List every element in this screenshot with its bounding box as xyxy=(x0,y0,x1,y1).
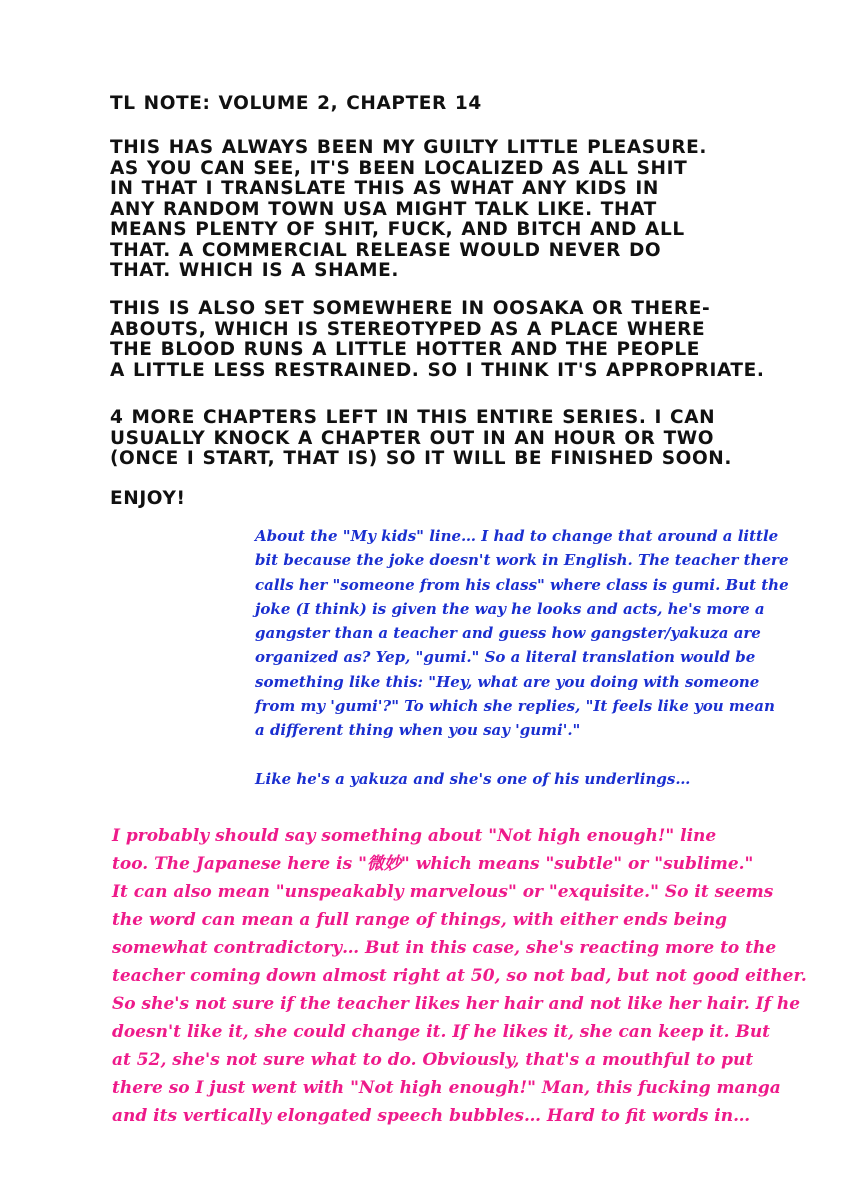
paragraph-line: IN THAT I TRANSLATE THIS AS WHAT ANY KIDS IN xyxy=(110,178,659,199)
pink-note-line: It can also mean "unspeakably marvelous" or "exquisite." So it seems xyxy=(112,882,774,902)
paragraph-line: 4 MORE CHAPTERS LEFT IN THIS ENTIRE SERIES. I CAN xyxy=(110,407,716,428)
paragraph-line: USUALLY KNOCK A CHAPTER OUT IN AN HOUR OR TWO xyxy=(110,427,715,449)
blue-note-line: gangster than a teacher and guess how gangster/yakuza are xyxy=(255,624,761,643)
blue-note-line: from my 'gumi'?" To which she replies, "It feels like you mean xyxy=(255,697,775,716)
pink-note-line: there so I just went with "Not high enough!" Man, this fucking manga xyxy=(112,1078,781,1098)
paragraph-line: THIS HAS ALWAYS BEEN MY GUILTY LITTLE PLEASURE. xyxy=(110,137,708,158)
note-heading xyxy=(110,94,750,115)
blue-note-line: something like this: "Hey, what are you doing with someone xyxy=(255,672,760,691)
pink-note-line: at 52, she's not sure what to do. Obviously, that's a mouthful to put xyxy=(112,1050,754,1070)
note-paragraph-3 xyxy=(110,408,750,470)
paragraph-line: THAT. A COMMERCIAL RELEASE WOULD NEVER DO xyxy=(110,239,662,261)
pink-note-line: too. The Japanese here is "微妙" which means "subtle" or "sublime." xyxy=(112,854,754,874)
pink-handwritten-note xyxy=(112,822,807,1130)
paragraph-line: AS YOU CAN SEE, IT'S BEEN LOCALIZED AS ALL SHIT xyxy=(110,157,688,179)
pink-note-line: somewhat contradictory… But in this case, she's reacting more to the xyxy=(112,938,777,958)
blue-note-line: organized as? Yep, "gumi." So a literal translation would be xyxy=(255,648,756,667)
blue-note-closing: Like he's a yakuza and she's one of his underlings… xyxy=(255,769,691,788)
pink-note-line: I probably should say something about "Not high enough!" line xyxy=(112,826,717,846)
paragraph-line: (ONCE I START, THAT IS) SO IT WILL BE FINISHED SOON. xyxy=(110,448,733,469)
pink-note-line: doesn't like it, she could change it. If he likes it, she can keep it. But xyxy=(112,1022,771,1042)
heading-text: TL NOTE: VOLUME 2, CHAPTER 14 xyxy=(110,93,482,114)
pink-note-line: teacher coming down almost right at 50, so not bad, but not good either. xyxy=(112,966,807,986)
paragraph-line: THE BLOOD RUNS A LITTLE HOTTER AND THE PEOPLE xyxy=(110,339,701,360)
paragraph-line: ABOUTS, WHICH IS STEREOTYPED AS A PLACE WHERE xyxy=(110,318,706,340)
note-enjoy xyxy=(110,489,750,510)
blue-note-line: a different thing when you say 'gumi'." xyxy=(255,721,581,740)
paragraph-line: THIS IS ALSO SET SOMEWHERE IN OOSAKA OR THERE- xyxy=(110,298,711,319)
blue-handwritten-note xyxy=(255,524,789,791)
paragraph-line: MEANS PLENTY OF SHIT, FUCK, AND BITCH AND ALL xyxy=(110,219,685,240)
paragraph-line: A LITTLE LESS RESTRAINED. SO I THINK IT'S APPROPRIATE. xyxy=(110,359,765,381)
pink-note-line: So she's not sure if the teacher likes her hair and not like her hair. If he xyxy=(112,994,801,1014)
pink-note-line: and its vertically elongated speech bubbles… Hard to fit words in… xyxy=(112,1106,751,1126)
note-paragraph-1 xyxy=(110,138,750,282)
paragraph-line: THAT. WHICH IS A SHAME. xyxy=(110,260,399,281)
blue-note-line: bit because the joke doesn't work in English. The teacher there xyxy=(255,551,789,570)
blue-note-line: About the "My kids" line… I had to change that around a little xyxy=(255,527,779,545)
paragraph-line: ANY RANDOM TOWN USA MIGHT TALK LIKE. THAT xyxy=(110,198,657,220)
pink-note-line: the word can mean a full range of things, with either ends being xyxy=(112,910,728,930)
blue-note-gap xyxy=(255,743,755,767)
blue-note-line: calls her "someone from his class" where class is gumi. But the xyxy=(255,575,789,594)
enjoy-text: ENJOY! xyxy=(110,488,186,509)
note-paragraph-2 xyxy=(110,298,765,381)
blue-note-line: joke (I think) is given the way he looks and acts, he's more a xyxy=(255,599,765,618)
